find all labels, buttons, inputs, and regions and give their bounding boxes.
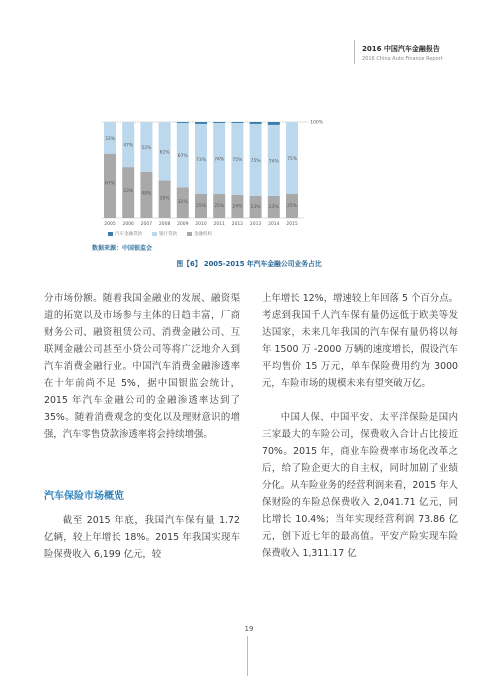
data-source: 数据来源：中国银监会 [92,245,153,252]
paragraph: 分市场份额。随着我国金融业的发展、融资渠道的拓宽以及市场参与主体的日趋丰富，厂商财务公司、融资租赁公司、消费金融公司、互联网金融公司甚至小贷公司等将广泛地介入到汽车消费金融行业。中国汽车消费金融渗透率在十年前尚不足 5%，据中国银监会统计，2015 年汽车金融公司的金融渗透率达到了 35%。随着消费观念的变化以及理财意识的增强，汽车零售贷款渗透率将会持续增强。 [44,293,240,440]
data-label: 74% [268,159,279,165]
legend-label: 银行贷款 [159,232,177,237]
x-tick-label: 2010 [195,222,207,227]
x-tick-label: 2008 [158,222,171,227]
data-label: 25% [286,203,298,209]
data-label: 74% [214,157,225,163]
data-label: 61% [159,150,170,156]
x-tick-label: 2009 [177,222,189,227]
legend-swatch [108,232,113,236]
data-label: 67% [104,181,116,187]
page-number: 19 [244,625,254,633]
body-text-left-2 [44,512,240,563]
data-label: 47% [123,143,134,149]
x-tick-label: 2011 [213,222,225,227]
paragraph: 中国人保、中国平安、太平洋保险是国内三家最大的车险公司，保费收入合计占比接近 70%。2015 年，商业车险费率市场化改革之后，给了险企更大的自主权，同时加剧了业绩分化。从车险业务的经营利润来看，2015 年人保财险的车险总保费收入 2,041.71 亿元，同比增长 10.4%；当年实现经营利润 73.86 亿元，创下近七年的最高值。平安产险实现车险保费收入 1,311.17 亿 [262,412,458,559]
x-tick-label: 2012 [231,222,244,227]
data-label: 52% [141,145,152,151]
stacked-bar-chart [96,112,326,230]
legend-swatch [187,232,192,236]
bar-segment [213,122,225,123]
paragraph: 截至 2015 年底，我国汽车保有量 1.72 亿辆，较上年增长 18%。2015 年我国实现车险保费收入 6,199 亿元，较 [44,515,240,560]
data-label: 73% [195,157,207,163]
bar-segment [177,122,189,123]
data-label: 23% [268,204,279,210]
report-subtitle: 2016 China Auto Finance Report [362,56,443,62]
data-label: 75% [232,157,243,163]
chart-legend [108,231,212,237]
data-label: 75% [286,157,298,162]
bar-segment [268,122,280,125]
data-label: 67% [177,154,188,160]
legend-item [108,231,142,237]
data-label: 24% [232,204,243,210]
x-tick-label: 2006 [122,222,134,227]
data-label: 32% [177,200,188,206]
x-tick-label: 2015 [286,222,298,227]
data-label: 75% [250,158,261,164]
data-label: 25% [195,203,207,209]
legend-item [187,231,212,237]
section-heading: 汽车保险市场概览 [44,491,124,502]
header-divider [354,40,355,64]
body-text-right [262,290,458,562]
paragraph: 上年增长 12%，增速较上年回落 5 个百分点。考虑到我国千人汽车保有量仍远低于欧美等发达国家，未来几年我国的汽车保有量仍将以每年 1500 万 -2000 万辆的速度增长，假设汽车平均售价 15 万元，单车保险费用约为 3000 元，车险市场的规模未来有望突破万亿。 [262,293,458,389]
body-text-left [44,290,240,443]
x-tick-label: 2007 [140,222,153,227]
legend-label: 金融机构 [194,232,212,237]
data-label: 53% [123,189,134,195]
report-title: 2016 中国汽车金融报告 [362,45,440,53]
data-label: 33% [104,136,116,142]
legend-label: 汽车金融贷款 [115,232,142,237]
bar-segment [195,122,207,124]
x-tick-label: 2014 [268,222,280,227]
bar-segment [250,122,262,124]
bar-segment [231,122,243,123]
data-label: 25% [214,203,225,209]
footer-divider [247,636,248,676]
reference-label: 100% [310,120,324,126]
data-label: 48% [141,191,152,197]
figure-caption: 图【6】 2005-2015 年汽车金融公司业务占比 [176,260,322,268]
x-tick-label: 2005 [104,222,116,227]
x-tick-label: 2013 [249,222,262,227]
data-label: 39% [159,196,170,202]
legend-item [152,231,177,237]
legend-swatch [152,232,157,236]
data-label: 23% [250,204,261,210]
